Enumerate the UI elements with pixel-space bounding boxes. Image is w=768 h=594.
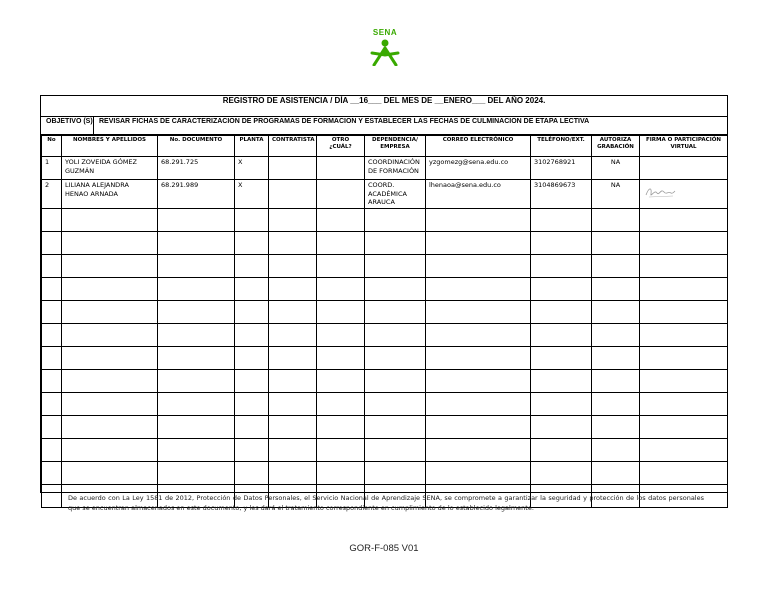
cell-autoriza: NA: [592, 157, 640, 180]
empty-cell: [269, 323, 317, 346]
empty-cell: [592, 208, 640, 231]
empty-cell: [62, 438, 158, 461]
form-code: GOR-F-085 V01: [349, 543, 419, 554]
empty-cell: [592, 392, 640, 415]
empty-cell: [235, 254, 269, 277]
empty-cell: [42, 392, 62, 415]
empty-cell: [531, 300, 592, 323]
empty-cell: [640, 369, 728, 392]
empty-cell: [269, 300, 317, 323]
empty-cell: [531, 208, 592, 231]
empty-cell: [640, 323, 728, 346]
cell-name: YOLI ZOVEIDA GÓMEZ GUZMÁN: [62, 157, 158, 180]
empty-cell: [317, 254, 365, 277]
empty-cell: [158, 254, 235, 277]
cell-planta: X: [235, 157, 269, 180]
empty-cell: [426, 254, 531, 277]
empty-cell: [531, 254, 592, 277]
empty-cell: [269, 346, 317, 369]
empty-cell: [269, 277, 317, 300]
empty-cell: [62, 346, 158, 369]
empty-cell: [317, 208, 365, 231]
empty-cell: [235, 323, 269, 346]
empty-cell: [426, 392, 531, 415]
empty-cell: [426, 323, 531, 346]
cell-firma: [640, 157, 728, 180]
empty-cell: [235, 231, 269, 254]
col-header-otro: OTRO ¿CUÁL?: [317, 136, 365, 157]
empty-cell: [640, 231, 728, 254]
empty-cell: [531, 231, 592, 254]
col-header-document: No. DOCUMENTO: [158, 136, 235, 157]
empty-cell: [269, 231, 317, 254]
empty-cell: [531, 277, 592, 300]
empty-cell: [640, 438, 728, 461]
empty-cell: [365, 369, 426, 392]
objective-row: [41, 116, 727, 135]
empty-table-row: [42, 415, 728, 438]
empty-cell: [317, 300, 365, 323]
empty-cell: [42, 369, 62, 392]
empty-cell: [531, 415, 592, 438]
empty-cell: [42, 323, 62, 346]
empty-cell: [531, 392, 592, 415]
empty-cell: [592, 277, 640, 300]
empty-cell: [317, 277, 365, 300]
empty-cell: [62, 208, 158, 231]
empty-cell: [269, 415, 317, 438]
table-row: [42, 180, 728, 209]
empty-cell: [269, 461, 317, 484]
empty-cell: [365, 438, 426, 461]
cell-phone: 3102768921: [531, 157, 592, 180]
empty-cell: [317, 461, 365, 484]
col-header-dependencia: DEPENDENCIA/ EMPRESA: [365, 136, 426, 157]
cell-firma: [640, 180, 728, 209]
cell-contratista: [269, 180, 317, 209]
cell-name: LILIANA ALEJANDRA HENAO ARNADA: [62, 180, 158, 209]
empty-cell: [317, 392, 365, 415]
empty-cell: [235, 346, 269, 369]
empty-table-row: [42, 300, 728, 323]
empty-cell: [235, 415, 269, 438]
empty-cell: [62, 300, 158, 323]
empty-cell: [235, 461, 269, 484]
empty-cell: [426, 231, 531, 254]
col-header-no: No: [42, 136, 62, 157]
empty-cell: [62, 461, 158, 484]
empty-table-row: [42, 254, 728, 277]
empty-cell: [592, 323, 640, 346]
table-header-row: [42, 136, 728, 157]
empty-cell: [426, 369, 531, 392]
empty-cell: [42, 415, 62, 438]
empty-table-row: [42, 369, 728, 392]
document-title: REGISTRO DE ASISTENCIA / DÍA __16___ DEL MES DE __ENERO___ DEL AÑO 2024.: [41, 96, 727, 117]
empty-cell: [158, 346, 235, 369]
empty-table-row: [42, 438, 728, 461]
empty-cell: [317, 415, 365, 438]
empty-cell: [269, 369, 317, 392]
empty-cell: [365, 277, 426, 300]
col-header-email: CORREO ELECTRÓNICO: [426, 136, 531, 157]
empty-cell: [426, 277, 531, 300]
empty-cell: [235, 208, 269, 231]
col-header-planta: PLANTA: [235, 136, 269, 157]
empty-cell: [365, 461, 426, 484]
cell-planta: X: [235, 180, 269, 209]
empty-cell: [235, 277, 269, 300]
empty-cell: [62, 277, 158, 300]
empty-cell: [317, 231, 365, 254]
empty-cell: [269, 392, 317, 415]
empty-cell: [317, 438, 365, 461]
col-header-firma: FIRMA O PARTICIPACIÓN VIRTUAL: [640, 136, 728, 157]
col-header-name: NOMBRES Y APELLIDOS: [62, 136, 158, 157]
empty-table-row: [42, 461, 728, 484]
empty-cell: [269, 438, 317, 461]
cell-dependencia: COORDINACIÓN DE FORMACIÓN: [365, 157, 426, 180]
empty-cell: [158, 277, 235, 300]
empty-cell: [365, 392, 426, 415]
empty-cell: [42, 231, 62, 254]
cell-email: lhenaoa@sena.edu.co: [426, 180, 531, 209]
empty-cell: [62, 323, 158, 346]
empty-cell: [62, 254, 158, 277]
col-header-contratista: CONTRATISTA: [269, 136, 317, 157]
objective-text: REVISAR FICHAS DE CARACTERIZACION DE PROGRAMAS DE FORMACION Y ESTABLECER LAS FECHAS DE CULMINACION DE ETAPA LECTIVA: [99, 118, 590, 125]
cell-autoriza: NA: [592, 180, 640, 209]
empty-cell: [592, 369, 640, 392]
empty-cell: [592, 231, 640, 254]
empty-cell: [592, 438, 640, 461]
empty-table-row: [42, 208, 728, 231]
empty-cell: [426, 300, 531, 323]
cell-phone: 3104869673: [531, 180, 592, 209]
empty-cell: [592, 461, 640, 484]
empty-cell: [42, 277, 62, 300]
empty-cell: [592, 254, 640, 277]
empty-cell: [592, 346, 640, 369]
col-header-phone: TELÉFONO/EXT.: [531, 136, 592, 157]
logo-text: SENA: [372, 28, 398, 37]
empty-cell: [426, 415, 531, 438]
sena-logo-figure-icon: [366, 38, 404, 66]
cell-no: 2: [42, 180, 62, 209]
empty-cell: [158, 208, 235, 231]
empty-cell: [640, 415, 728, 438]
empty-cell: [158, 438, 235, 461]
empty-cell: [42, 254, 62, 277]
empty-cell: [365, 415, 426, 438]
empty-cell: [317, 369, 365, 392]
empty-cell: [592, 415, 640, 438]
cell-otro: [317, 180, 365, 209]
empty-cell: [42, 461, 62, 484]
empty-cell: [42, 346, 62, 369]
empty-table-row: [42, 323, 728, 346]
empty-cell: [42, 300, 62, 323]
empty-cell: [158, 231, 235, 254]
empty-cell: [640, 392, 728, 415]
empty-cell: [365, 254, 426, 277]
empty-cell: [426, 346, 531, 369]
signature-image: [643, 183, 677, 201]
empty-cell: [158, 369, 235, 392]
cell-contratista: [269, 157, 317, 180]
empty-cell: [158, 461, 235, 484]
empty-cell: [235, 438, 269, 461]
empty-cell: [269, 208, 317, 231]
empty-cell: [62, 415, 158, 438]
empty-cell: [426, 208, 531, 231]
empty-cell: [531, 369, 592, 392]
attendance-table: [41, 135, 728, 508]
cell-email: yzgomezg@sena.edu.co: [426, 157, 531, 180]
privacy-note: De acuerdo con La Ley 1581 de 2012, Protección de Datos Personales, el Servicio Nacional de Aprendizaje SENA, se compromete a garantizar la seguridad y protección de los datos personales que se encuentran almacenados en este documento, y les dará el tratamiento correspondiente en cumplimiento de lo establecido legalmente.: [68, 494, 704, 512]
attendance-sheet: [40, 95, 728, 493]
empty-cell: [426, 461, 531, 484]
objective-label: OBJETIVO (S): [46, 118, 93, 125]
empty-cell: [640, 346, 728, 369]
cell-no: 1: [42, 157, 62, 180]
empty-cell: [365, 300, 426, 323]
empty-cell: [365, 346, 426, 369]
empty-cell: [158, 415, 235, 438]
objective-divider: [93, 116, 94, 134]
cell-dependencia: COORD. ACADÉMICA ARAUCA: [365, 180, 426, 209]
empty-table-row: [42, 231, 728, 254]
empty-cell: [42, 438, 62, 461]
empty-cell: [640, 461, 728, 484]
empty-cell: [62, 231, 158, 254]
empty-cell: [158, 392, 235, 415]
empty-cell: [365, 208, 426, 231]
empty-cell: [531, 323, 592, 346]
empty-cell: [365, 231, 426, 254]
empty-cell: [531, 461, 592, 484]
empty-cell: [640, 254, 728, 277]
empty-cell: [158, 300, 235, 323]
empty-cell: [42, 208, 62, 231]
empty-cell: [235, 300, 269, 323]
empty-table-row: [42, 277, 728, 300]
empty-cell: [640, 300, 728, 323]
empty-cell: [158, 323, 235, 346]
empty-cell: [317, 346, 365, 369]
empty-cell: [531, 438, 592, 461]
cell-document: 68.291.989: [158, 180, 235, 209]
empty-table-row: [42, 346, 728, 369]
empty-cell: [365, 323, 426, 346]
sena-logo: [362, 28, 408, 68]
empty-cell: [640, 277, 728, 300]
col-header-autoriza: AUTORIZA GRABACIÓN: [592, 136, 640, 157]
cell-document: 68.291.725: [158, 157, 235, 180]
empty-cell: [640, 208, 728, 231]
empty-cell: [62, 392, 158, 415]
empty-table-row: [42, 392, 728, 415]
table-row: [42, 157, 728, 180]
empty-cell: [42, 484, 62, 507]
cell-otro: [317, 157, 365, 180]
empty-cell: [531, 346, 592, 369]
empty-cell: [317, 323, 365, 346]
empty-cell: [269, 254, 317, 277]
empty-cell: [426, 438, 531, 461]
empty-cell: [62, 369, 158, 392]
empty-cell: [235, 392, 269, 415]
empty-cell: [592, 300, 640, 323]
empty-cell: [235, 369, 269, 392]
